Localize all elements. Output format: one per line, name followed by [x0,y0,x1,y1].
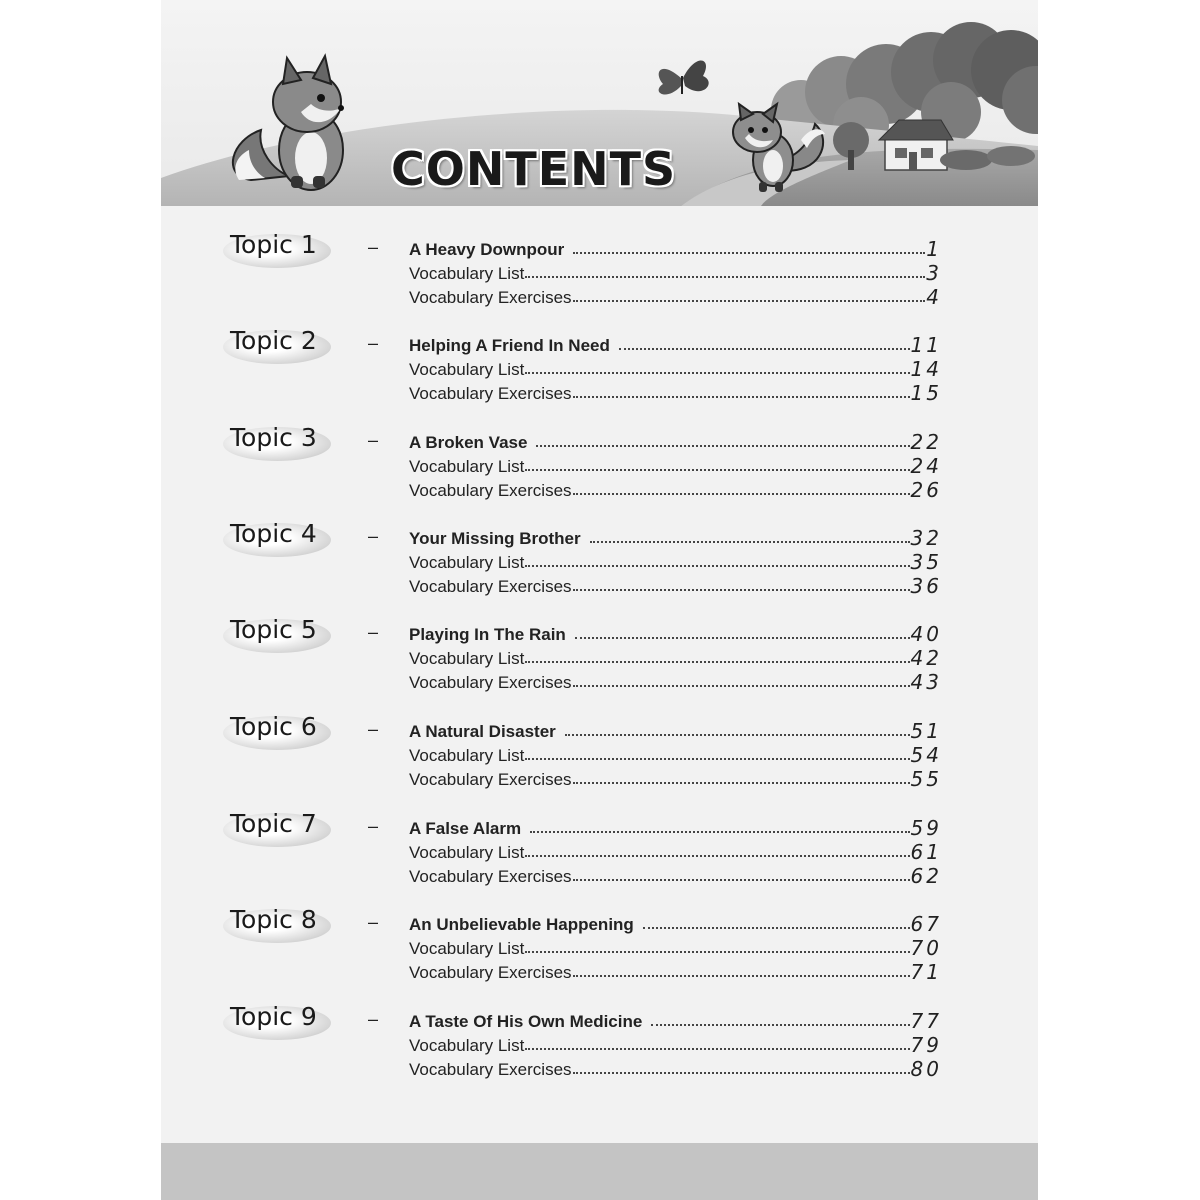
topic-label: Topic 4 [230,519,317,548]
entry-label: Vocabulary Exercises [409,481,572,500]
separator-dash: – [368,430,379,450]
toc-entry-vocab-list[interactable] [409,839,942,863]
topic-label: Topic 9 [230,1002,317,1031]
separator-dash: – [368,816,379,836]
topic-label: Topic 6 [230,712,317,741]
toc-entry-vocab-exercises[interactable] [409,863,942,887]
entry-label: Vocabulary Exercises [409,1060,572,1079]
dot-leader [573,1072,910,1074]
separator-dash: – [368,912,379,932]
topic-label: Topic 3 [230,423,317,452]
entry-label: Vocabulary List [409,553,525,572]
dot-leader [573,493,910,495]
separator-dash: – [368,526,379,546]
page-number: 40 [910,622,942,646]
page-number: 43 [910,670,942,694]
separator-dash: – [368,719,379,739]
entry-label: Vocabulary List [409,457,525,476]
dot-leader [590,541,910,543]
dot-leader [525,565,909,567]
toc-entry-vocab-exercises[interactable] [409,669,942,693]
footer-band [161,1143,1038,1200]
dot-leader [573,589,910,591]
topic-label: Topic 7 [230,809,317,838]
entry-label: Vocabulary List [409,360,525,379]
toc-entry-vocab-exercises[interactable] [409,284,942,308]
entry-title: Helping A Friend In Need [409,336,610,355]
page-number: 14 [910,357,942,381]
topic-block [161,230,1038,314]
entry-title: A False Alarm [409,819,522,838]
entry-label: Vocabulary List [409,746,525,765]
page-number: 22 [910,430,942,454]
entry-label: Vocabulary List [409,264,525,283]
toc-entry-vocab-list[interactable] [409,549,942,573]
page-number: 70 [910,936,942,960]
dot-leader [525,372,909,374]
topic-label: Topic 8 [230,905,317,934]
page-number: 71 [910,960,942,984]
entry-label: Vocabulary List [409,939,525,958]
dot-leader [525,276,925,278]
toc-entry-title[interactable] [409,815,942,839]
topic-label: Topic 2 [230,326,317,355]
page-number: 77 [910,1009,942,1033]
page-number: 35 [910,550,942,574]
page-number: 55 [910,767,942,791]
page-number: 26 [910,478,942,502]
toc-entry-title[interactable] [409,718,942,742]
dot-leader [575,637,910,639]
entry-label: Vocabulary List [409,649,525,668]
entry-label: Vocabulary Exercises [409,384,572,403]
dot-leader [573,975,910,977]
topic-block [161,519,1038,603]
dot-leader [525,469,909,471]
page-number: 4 [926,285,942,309]
toc-entry-vocab-exercises[interactable] [409,766,942,790]
header-banner [161,0,1038,206]
page-number: 67 [910,912,942,936]
dot-leader [573,782,910,784]
entry-title: A Taste Of His Own Medicine [409,1012,643,1031]
entry-title: An Unbelievable Happening [409,915,634,934]
dot-leader [573,252,925,254]
page-number: 51 [910,719,942,743]
toc-entry-vocab-list[interactable] [409,935,942,959]
dot-leader [525,758,909,760]
toc-entry-vocab-exercises[interactable] [409,477,942,501]
toc-entry-title[interactable] [409,621,942,645]
toc-entry-vocab-list[interactable] [409,356,942,380]
page-number: 61 [910,840,942,864]
topic-block [161,1002,1038,1086]
entry-title: A Natural Disaster [409,722,556,741]
page-number: 1 [926,237,942,261]
page-number: 80 [910,1057,942,1081]
toc-entry-title[interactable] [409,911,942,935]
dot-leader [530,831,909,833]
topic-block [161,712,1038,796]
topic-label: Topic 5 [230,615,317,644]
entry-label: Vocabulary Exercises [409,577,572,596]
entry-label: Vocabulary Exercises [409,963,572,982]
dot-leader [573,685,910,687]
entry-title: Playing In The Rain [409,625,566,644]
dot-leader [525,661,909,663]
dot-leader [573,300,926,302]
topic-label: Topic 1 [230,230,317,259]
page-number: 42 [910,646,942,670]
toc-entry-vocab-exercises[interactable] [409,380,942,404]
toc-entry-vocab-list[interactable] [409,260,942,284]
toc-entry-title[interactable] [409,236,942,260]
entry-title: A Heavy Downpour [409,240,565,259]
dot-leader [573,396,910,398]
topic-block [161,809,1038,893]
page-number: 24 [910,454,942,478]
page-number: 32 [910,526,942,550]
book-page [161,0,1038,1200]
topic-block [161,423,1038,507]
topic-block [161,326,1038,410]
separator-dash: – [368,1009,379,1029]
page-number: 59 [910,816,942,840]
page-number: 36 [910,574,942,598]
toc-entry-vocab-exercises[interactable] [409,573,942,597]
page-number: 79 [910,1033,942,1057]
dot-leader [525,1048,909,1050]
separator-dash: – [368,237,379,257]
entry-label: Vocabulary List [409,1036,525,1055]
entry-title: A Broken Vase [409,433,528,452]
toc-entry-vocab-list[interactable] [409,1032,942,1056]
toc-entry-title[interactable] [409,332,942,356]
page-title: CONTENTS [391,142,677,196]
dot-leader [525,951,909,953]
toc-entry-vocab-list[interactable] [409,453,942,477]
toc-entry-title[interactable] [409,1008,942,1032]
dot-leader [536,445,909,447]
dot-leader [525,855,909,857]
dot-leader [573,879,910,881]
toc-entry-vocab-exercises[interactable] [409,1056,942,1080]
dot-leader [565,734,910,736]
page-number: 3 [926,261,942,285]
toc-entry-title[interactable] [409,429,942,453]
dot-leader [619,348,910,350]
separator-dash: – [368,333,379,353]
topic-block [161,615,1038,699]
toc-entry-vocab-exercises[interactable] [409,959,942,983]
dot-leader [651,1024,909,1026]
entry-label: Vocabulary Exercises [409,867,572,886]
page-number: 11 [910,333,942,357]
entry-label: Vocabulary List [409,843,525,862]
page-number: 62 [910,864,942,888]
toc-entry-vocab-list[interactable] [409,645,942,669]
separator-dash: – [368,622,379,642]
entry-label: Vocabulary Exercises [409,770,572,789]
entry-title: Your Missing Brother [409,529,581,548]
page-number: 54 [910,743,942,767]
toc-entry-vocab-list[interactable] [409,742,942,766]
entry-label: Vocabulary Exercises [409,288,572,307]
dot-leader [643,927,910,929]
topic-block [161,905,1038,989]
page-number: 15 [910,381,942,405]
toc-entry-title[interactable] [409,525,942,549]
entry-label: Vocabulary Exercises [409,673,572,692]
